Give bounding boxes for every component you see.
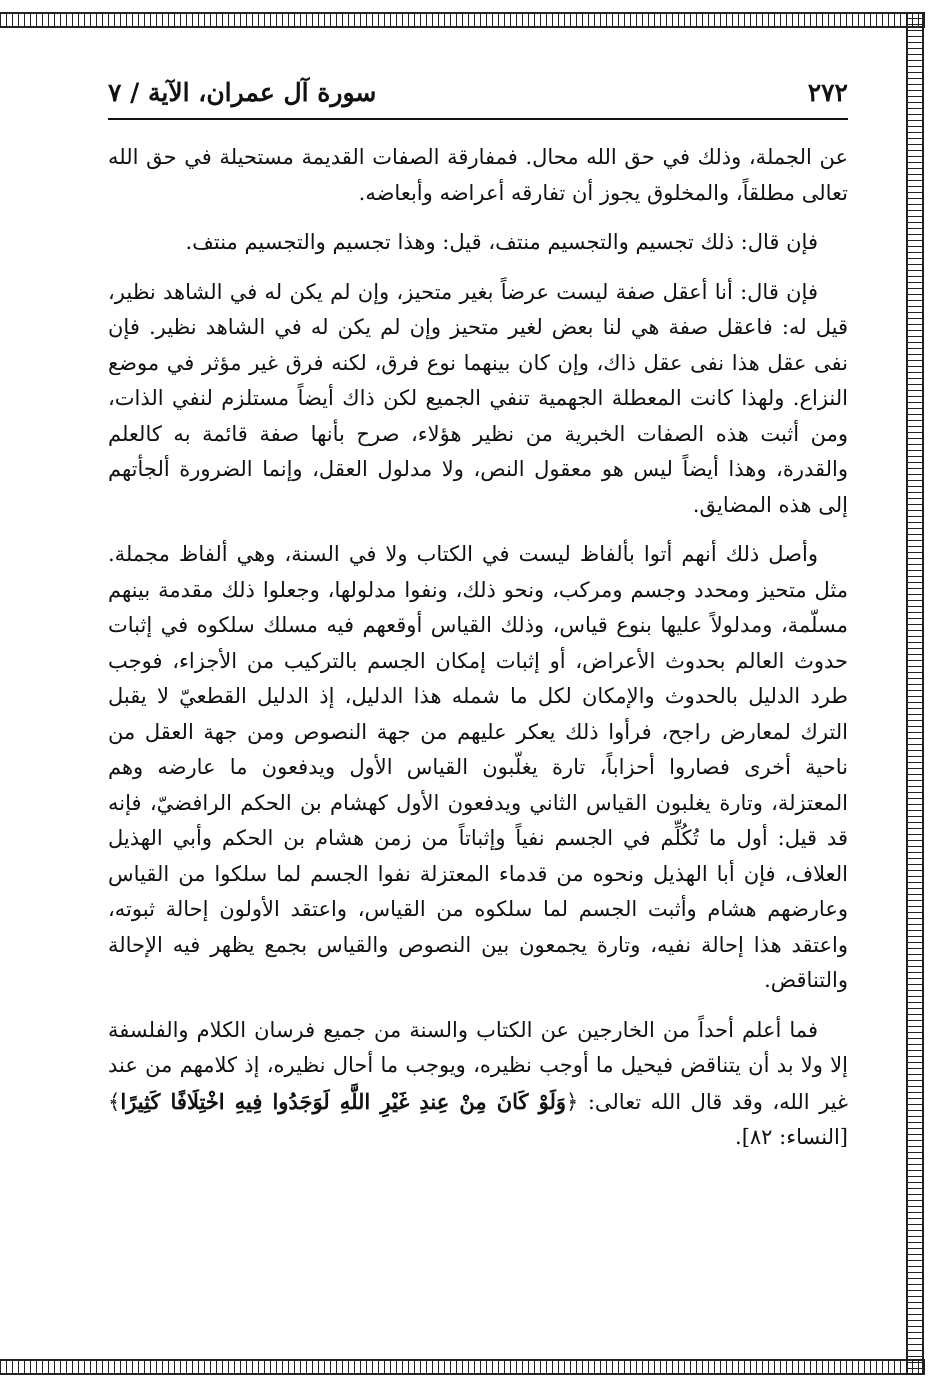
decorative-border-top <box>0 12 925 28</box>
verse-open-bracket: ﴿ <box>566 1089 579 1114</box>
page-header <box>108 72 848 112</box>
paragraph: عن الجملة، وذلك في حق الله محال. فمفارقة الصفات القديمة مستحيلة في حق الله تعالى مطلقاً، والمخلوق يجوز أن تفارقه أعراضه وأبعاضه. <box>108 145 848 205</box>
paragraph: فإن قال: أنا أعقل صفة ليست عرضاً بغير متحيز، وإن لم يكن له في الشاهد نظير، قيل له: فاعقل صفة هي لنا بعض لغير متحيز وإن لم يكن له في الشاهد نظير. فإن نفى عقل هذا نفى عقل ذاك، وإن كان بينهما نوع فرق، لكنه فرق غير مؤثر في موضع النزاع. ولهذا كانت المعطلة الجهمية تنفي الجميع لكن ذاك أيضاً مستلزم لنفي الذات، ومن أثبت هذه الصفات الخبرية من نظير هؤلاء، صرح بأنها صفة قائمة به كالعلم والقدرة، وهذا أيضاً ليس هو معقول النص، ولا مدلول العقل، وإنما الضرورة ألجأتهم إلى هذه المضايق. <box>108 279 848 517</box>
paragraph: فإن قال: ذلك تجسيم والتجسيم منتف، قيل: وهذا تجسيم والتجسيم منتف. <box>185 230 818 254</box>
decorative-border-bottom <box>0 1359 925 1375</box>
chapter-title: سورة آل عمران، الآية / ٧ <box>108 77 377 107</box>
decorative-border-right <box>906 12 924 1375</box>
verse-close-bracket: ﴾ <box>108 1089 121 1114</box>
page-number: ٢٧٢ <box>807 77 848 107</box>
body-text <box>108 140 848 1170</box>
paragraph-text: فما أعلم أحداً من الخارجين عن الكتاب والسنة من جميع فرسان الكلام والفلسفة إلا ولا بد أن يتناقض فيحيل ما أوجب نظيره، ويوجب ما أحال نظيره، إذ كلامهم من عند غير الله، وقد قال الله تعالى: <box>108 1017 848 1114</box>
paragraph-with-verse <box>108 1013 848 1156</box>
header-rule <box>108 118 848 120</box>
paragraph: وأصل ذلك أنهم أتوا بألفاظ ليست في الكتاب ولا في السنة، وهي ألفاظ مجملة. مثل متحيز ومحدد وجسم ومركب، ونحو ذلك، ونفوا مدلولها، وجعلوا ذلك مقدمة بينهم مسلّمة، ومدلولاً عليها بنوع قياس، وذلك القياس أوقعهم فيه مسلك سلكوه في إثبات حدوث العالم بحدوث الأعراض، أو إثبات إمكان الجسم بالتركيب من الأجزاء، فوجب طرد الدليل بالحدوث والإمكان لكل ما شمله هذا الدليل، إذ الدليل القطعيّ لا يقبل الترك لمعارض راجح، فرأوا ذلك يعكر عليهم من جهة النصوص ومن جهة العقل من ناحية أخرى فصاروا أحزاباً، تارة يغلّبون القياس الأول ويدفعون ما عارضه وهم المعتزلة، وتارة يغلبون القياس الثاني ويدفعون الأول كهشام بن الحكم الرافضيّ، فإنه قد قيل: أول ما تُكُلِّم في الجسم نفياً وإثباتاً من زمن هشام بن الحكم وأبي الهذيل العلاف، فإن أبا الهذيل ونحوه من قدماء المعتزلة نفوا الجسم لما سلكوا من القياس وعارضهم هشام وأثبت الجسم لما سلكوه من القياس، واعتقد الأولون إحالة ثبوته، واعتقد هذا إحالة نفيه، وتارة يجمعون بين النصوص والقياس بجمع يظهر فيه الإحالة والتناقض. <box>108 542 848 992</box>
verse-citation: [النساء: ٨٢]. <box>735 1125 848 1149</box>
quran-verse: وَلَوْ كَانَ مِنْ عِندِ غَيْرِ اللَّهِ لَوَجَدُوا فِيهِ اخْتِلَافًا كَثِيرًا <box>120 1088 567 1114</box>
